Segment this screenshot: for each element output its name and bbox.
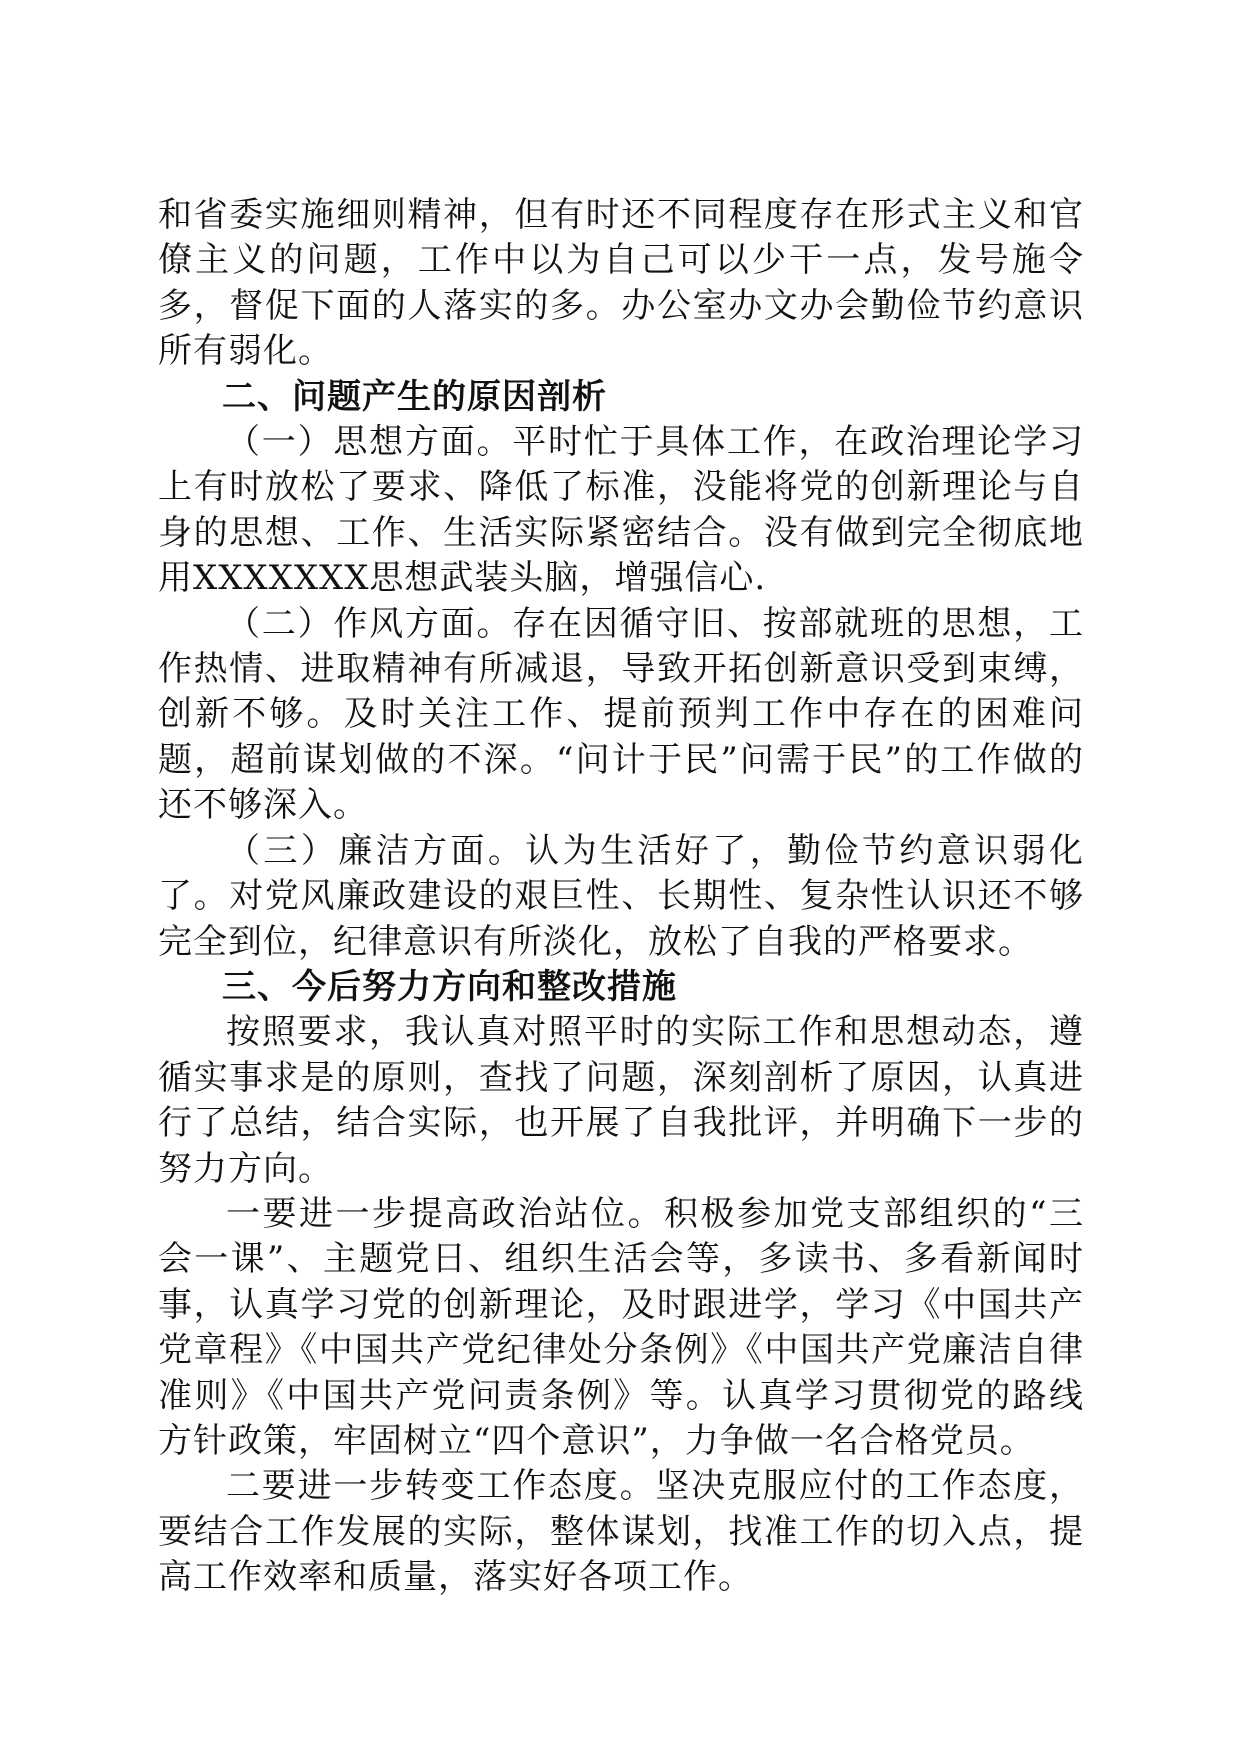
body-paragraph-integrity: （三）廉洁方面。认为生活好了，勤俭节约意识弱化了。对党风廉政建设的艰巨性、长期性、复杂性认识还不够完全到位，纪律意识有所淡化，放松了自我的严格要求。 xyxy=(158,830,1084,962)
body-paragraph-measure-1: 一要进一步提高政治站位。积极参加党支部组织的“三会一课”、主题党日、组织生活会等，多读书、多看新闻时事，认真学习党的创新理论，及时跟进学，学习《中国共产党章程》《中国共产党纪律处分条例》《中国共产党廉洁自律准则》《中国共产党问责条例》等。认真学习贯彻党的路线方针政策，牢固树立“四个意识”，力争做一名合格党员。 xyxy=(158,1193,1084,1461)
section-heading-2: 二、问题产生的原因剖析 xyxy=(222,376,607,417)
body-paragraph-work-style: （二）作风方面。存在因循守旧、按部就班的思想，工作热情、进取精神有所减退，导致开拓创新意识受到束缚，创新不够。及时关注工作、提前预判工作中存在的困难问题，超前谋划做的不深。“问计于民”问需于民”的工作做的还不够深入。 xyxy=(158,603,1084,826)
body-paragraph-ideology: （一）思想方面。平时忙于具体工作，在政治理论学习上有时放松了要求、降低了标准，没能将党的创新理论与自身的思想、工作、生活实际紧密结合。没有做到完全彻底地用XXXXXXX思想武装头脑，增强信心. xyxy=(158,422,1084,599)
body-paragraph-measure-2: 二要进一步转变工作态度。坚决克服应付的工作态度，要结合工作发展的实际，整体谋划，找准工作的切入点，提高工作效率和质量，落实好各项工作。 xyxy=(158,1466,1084,1598)
body-paragraph-continuation: 和省委实施细则精神，但有时还不同程度存在形式主义和官僚主义的问题，工作中以为自己可以少干一点，发号施令多，督促下面的人落实的多。办公室办文办会勤俭节约意识所有弱化。 xyxy=(158,195,1084,372)
document-page xyxy=(158,193,1084,1601)
section-heading-3: 三、今后努力方向和整改措施 xyxy=(222,966,677,1007)
body-paragraph-intro: 按照要求，我认真对照平时的实际工作和思想动态，遵循实事求是的原则，查找了问题，深刻剖析了原因，认真进行了总结，结合实际，也开展了自我批评，并明确下一步的努力方向。 xyxy=(158,1012,1084,1189)
